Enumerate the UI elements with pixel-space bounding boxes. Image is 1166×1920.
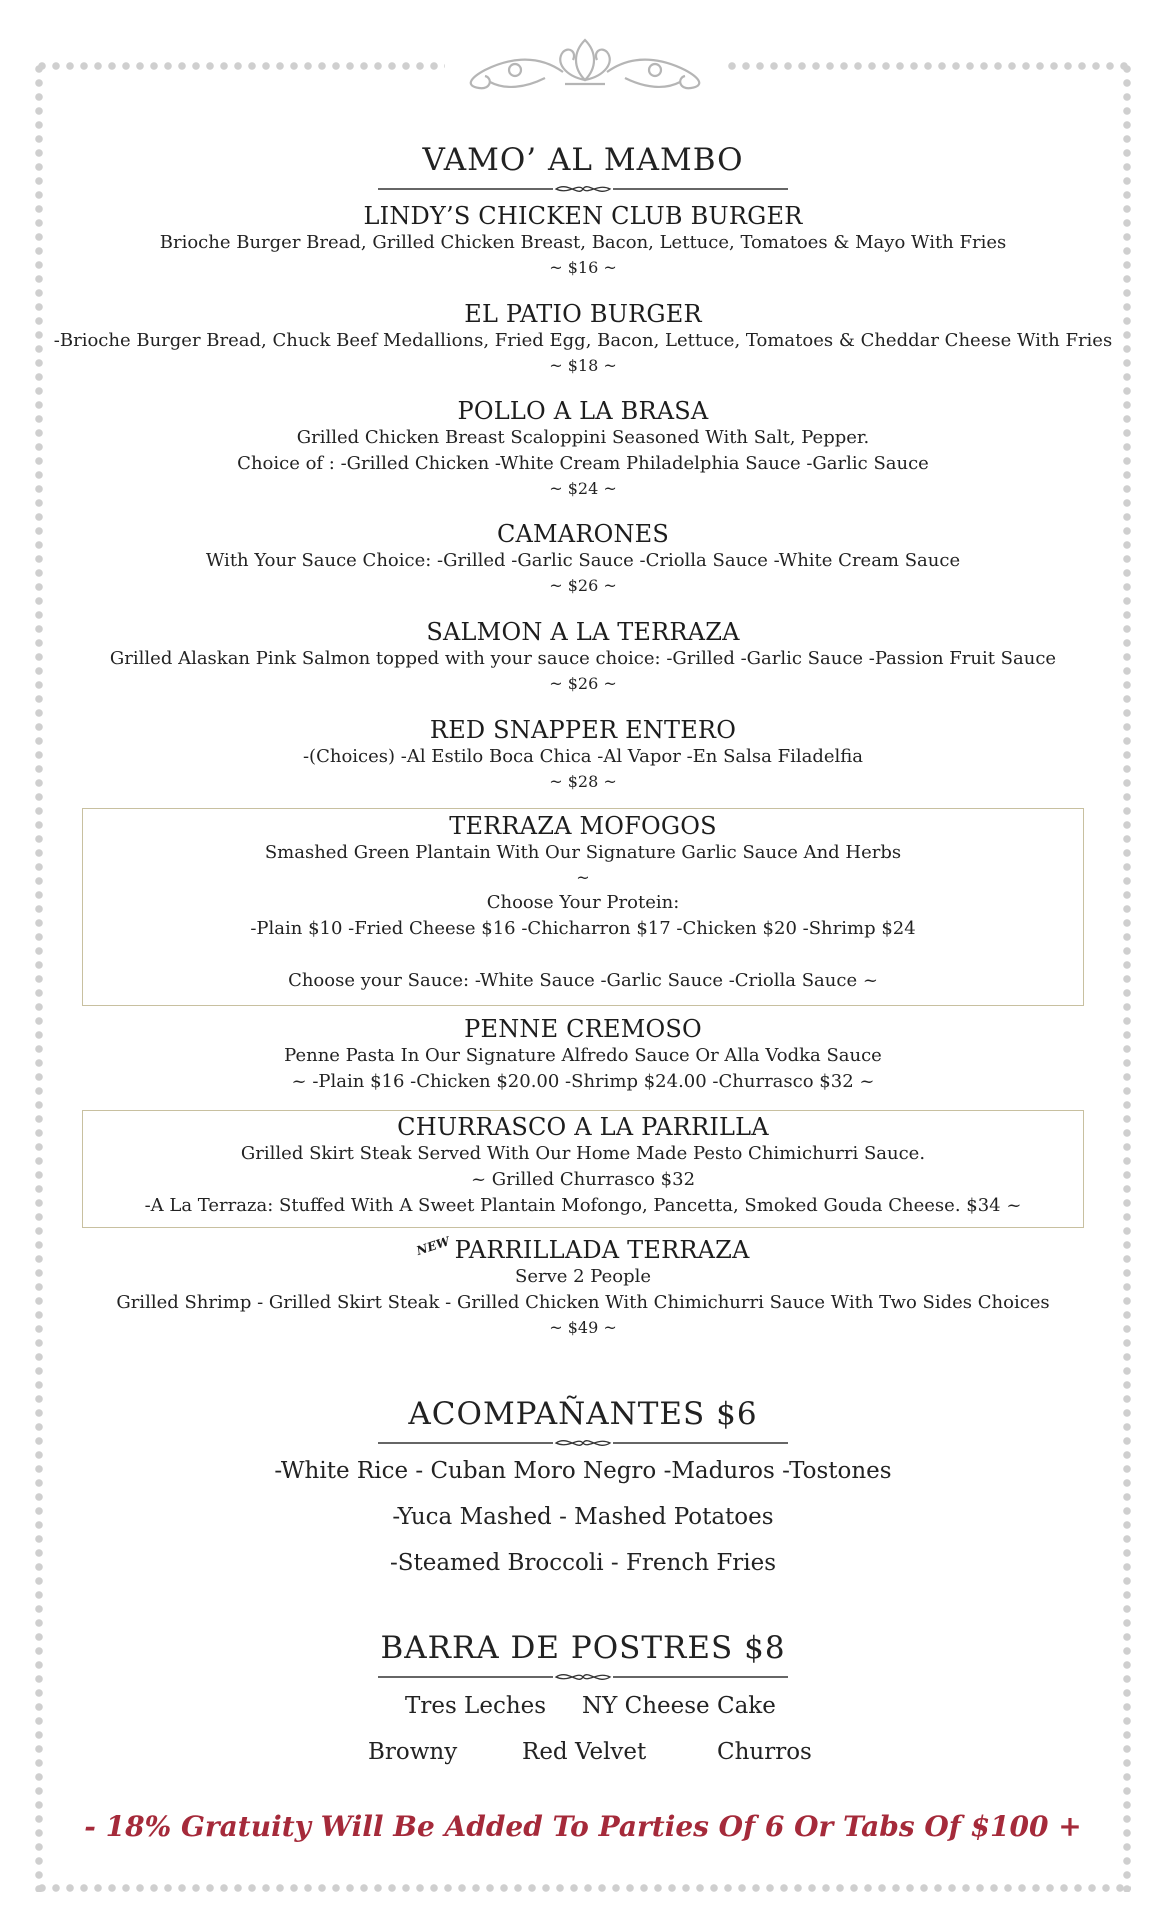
dessert-browny: Browny [368,1739,458,1765]
main-section-title: VAMO’ AL MAMBO [422,142,744,178]
border-top-left [35,62,445,70]
menu-item-red-snapper: RED SNAPPER ENTERO -(Choices) -Al Estilo Boca Chica -Al Vapor -En Salsa Filadelfia ~ $28 ~ [302,716,864,791]
desserts-divider [378,1670,788,1684]
menu-item-parrillada-terraza: NEW PARRILLADA TERRAZA Serve 2 People Grilled Shrimp - Grilled Skirt Steak - Grilled Chicken With Chimichurri Sauce With Two Sides Choices ~ $49 ~ [116,1234,1050,1337]
menu-item-churrasco: CHURRASCO A LA PARRILLA Grilled Skirt Steak Served With Our Home Made Pesto Chimichurri Sauce. ~ Grilled Churrasco $32 -A La Terraza: Stuffed With A Sweet Plantain Mofongo, Pancetta, Smoked Gouda Cheese. $34 ~ [144,1113,1022,1216]
sides-line-1: -White Rice - Cuban Moro Negro -Maduros -Tostones [274,1458,892,1484]
menu-item-el-patio-burger: EL PATIO BURGER -Brioche Burger Bread, Chuck Beef Medallions, Fried Egg, Bacon, Lettuce, Tomatoes & Cheddar Cheese With Fries ~ $18 ~ [53,300,1113,375]
dessert-red-velvet: Red Velvet [522,1739,647,1765]
dessert-churros: Churros [717,1739,812,1765]
gratuity-notice: - 18% Gratuity Will Be Added To Parties Of 6 Or Tabs Of $100 + [84,1810,1082,1843]
dessert-ny-cheese-cake: NY Cheese Cake [582,1693,776,1719]
sides-section-title: ACOMPAÑANTES $6 [408,1396,758,1432]
menu-item-lindys-burger: LINDY’S CHICKEN CLUB BURGER Brioche Burger Bread, Grilled Chicken Breast, Bacon, Lettuce, Tomatoes & Mayo With Fries ~ $16 ~ [159,202,1007,277]
dessert-tres-leches: Tres Leches [405,1693,547,1719]
menu-item-penne-cremoso: PENNE CREMOSO Penne Pasta In Our Signature Alfredo Sauce Or Alla Vodka Sauce ~ -Plain $16 -Chicken $20.00 -Shrimp $24.00 -Churrasco $32 ~ [284,1015,882,1092]
sides-divider [378,1436,788,1450]
border-top-right [725,62,1131,70]
menu-item-camarones: CAMARONES With Your Sauce Choice: -Grilled -Garlic Sauce -Criolla Sauce -White Cream Sauce ~ $26 ~ [205,520,961,595]
menu-item-salmon-a-la-terraza: SALMON A LA TERRAZA Grilled Alaskan Pink Salmon topped with your sauce choice: -Grilled -Garlic Sauce -Passion Fruit Sauce ~ $26 ~ [109,618,1057,693]
sides-line-3: -Steamed Broccoli - French Fries [389,1550,777,1576]
fleur-de-lis-ornament [445,32,725,102]
menu-item-terraza-mofongos: TERRAZA MOFOGOS Smashed Green Plantain With Our Signature Garlic Sauce And Herbs ~ Choose Your Protein: -Plain $10 -Fried Cheese $16 -Chicharron $17 -Chicken $20 -Shrimp $24 Choose your Sauce: -White Sauce -Garlic Sauce -Criolla Sauce ~ [250,812,916,991]
border-bottom [35,1884,1131,1892]
menu-item-pollo-a-la-brasa: POLLO A LA BRASA Grilled Chicken Breast Scaloppini Seasoned With Salt, Pepper. Choice of : -Grilled Chicken -White Cream Philadelphia Sauce -Garlic Sauce ~ $24 ~ [237,397,929,498]
title-divider [378,182,788,196]
desserts-section-title: BARRA DE POSTRES $8 [380,1630,786,1666]
new-badge: NEW [415,1234,452,1258]
sides-line-2: -Yuca Mashed - Mashed Potatoes [392,1504,774,1530]
